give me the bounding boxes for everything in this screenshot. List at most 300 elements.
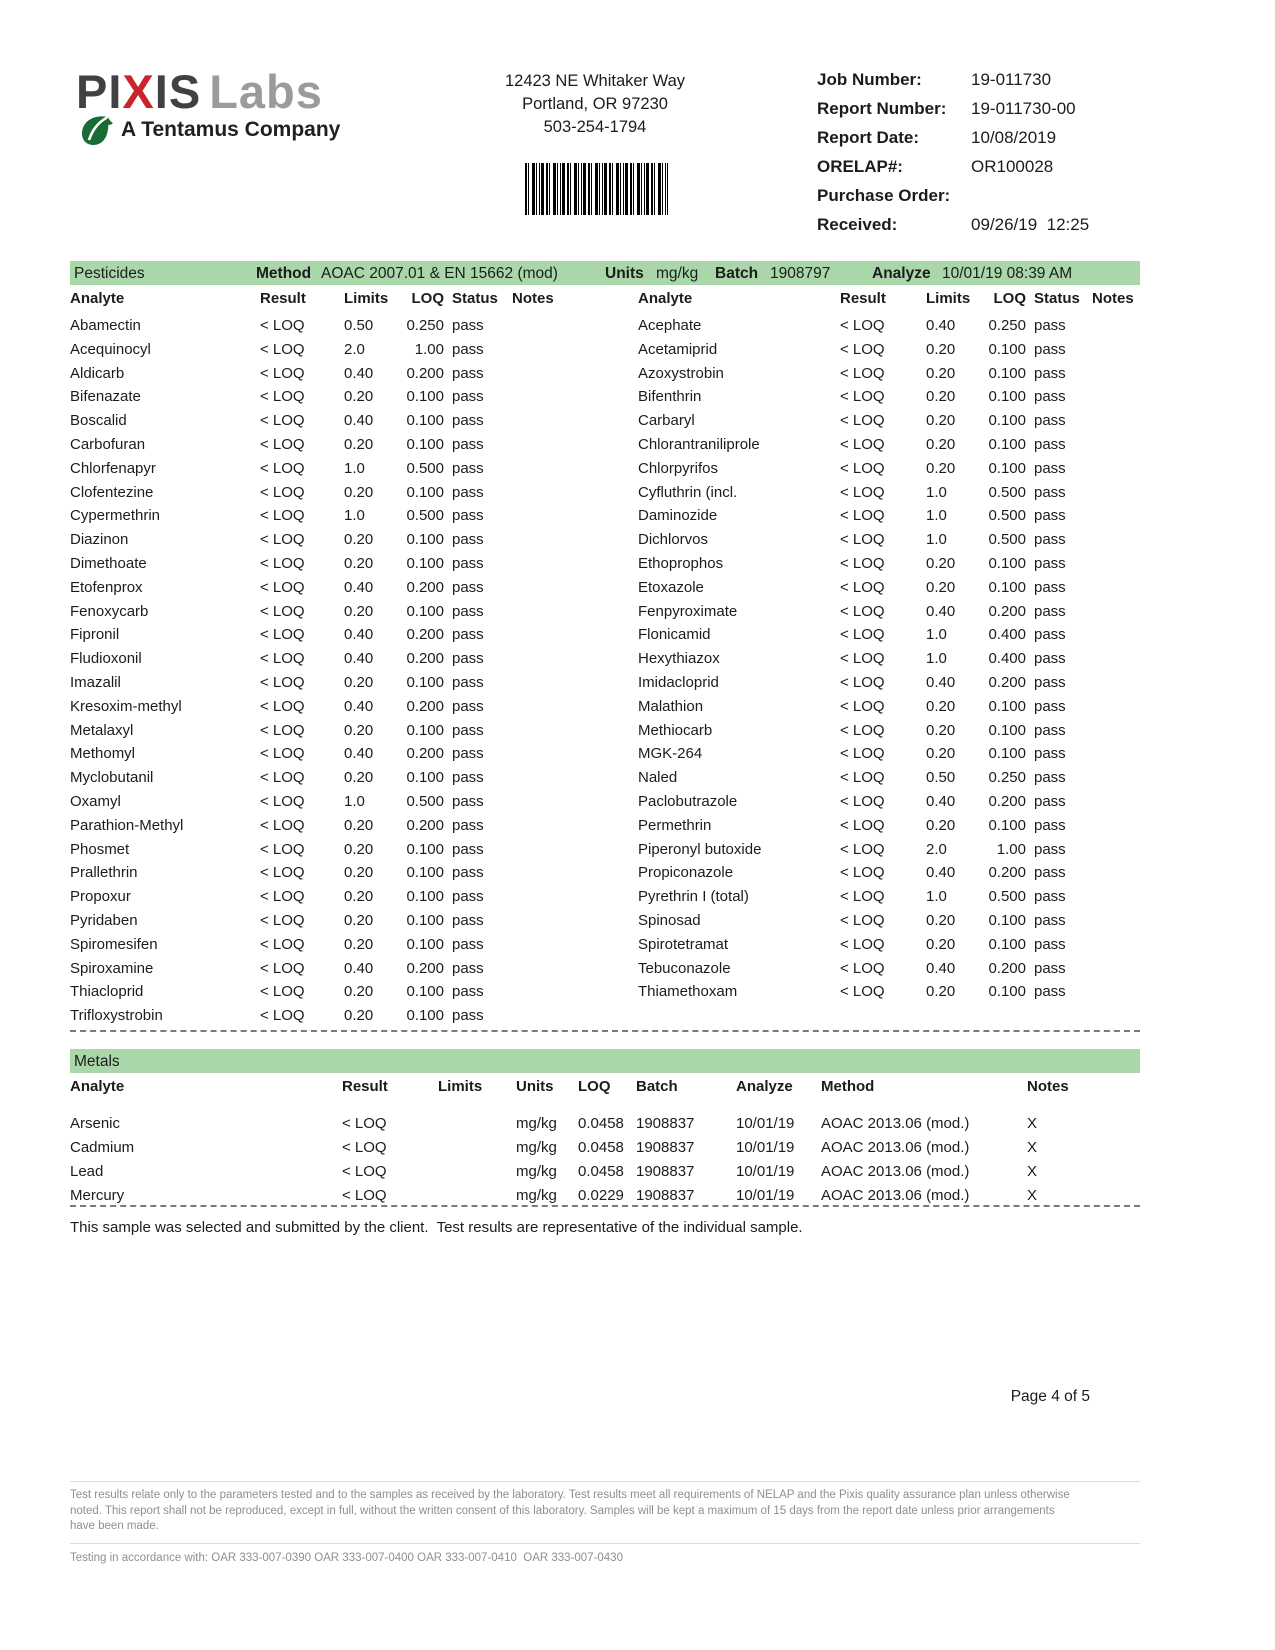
- limits-cell: 0.40: [344, 959, 374, 977]
- loq-cell: 0.400: [988, 650, 1026, 668]
- table-row: [70, 885, 608, 909]
- limits-cell: 1.0: [926, 626, 947, 644]
- loq-cell: 1.00: [996, 840, 1026, 858]
- loq-cell: 0.500: [406, 507, 444, 525]
- status-cell: pass: [1034, 412, 1066, 430]
- limits-cell: 0.20: [344, 935, 374, 953]
- table-row: [70, 814, 608, 838]
- result-cell: < LOQ: [260, 816, 305, 834]
- result-cell: < LOQ: [840, 792, 885, 810]
- notes-cell: [1086, 647, 1140, 671]
- analyte-cell: Thiamethoxam: [638, 983, 738, 1001]
- table-row: [70, 742, 608, 766]
- status-cell: pass: [1034, 578, 1066, 596]
- loq-cell: 1.00: [414, 340, 444, 358]
- status-cell: pass: [1034, 745, 1066, 763]
- table-row: [70, 647, 608, 671]
- table-row: [70, 504, 608, 528]
- notes-cell: [506, 314, 608, 338]
- limits-cell: 0.20: [926, 364, 956, 382]
- result-cell: < LOQ: [840, 769, 885, 787]
- loq-cell: 0.100: [406, 864, 444, 882]
- job-info-label: ORELAP#:: [817, 157, 903, 176]
- notes-cell: [506, 719, 608, 743]
- notes-cell: [1086, 504, 1140, 528]
- notes-cell: [506, 861, 608, 885]
- result-cell: < LOQ: [260, 935, 305, 953]
- result-cell: < LOQ: [840, 935, 885, 953]
- column-header-loq: LOQ: [411, 290, 444, 307]
- batch-cell: 1908837: [636, 1187, 695, 1204]
- notes-cell: [1086, 671, 1140, 695]
- status-cell: pass: [452, 745, 484, 763]
- footer-divider: [70, 1543, 1140, 1544]
- job-info-value: 19-011730-00: [971, 99, 1076, 118]
- table-row: [638, 980, 1140, 1004]
- limits-cell: 1.0: [344, 507, 365, 525]
- status-cell: pass: [452, 578, 484, 596]
- loq-cell: 0.500: [988, 531, 1026, 549]
- loq-cell: 0.500: [988, 888, 1026, 906]
- result-cell: < LOQ: [840, 435, 885, 453]
- loq-cell: 0.0458: [578, 1163, 624, 1180]
- limits-cell: 0.40: [926, 317, 956, 334]
- status-cell: pass: [452, 340, 484, 358]
- analyte-cell: Dichlorvos: [638, 531, 709, 549]
- section-divider: [70, 1030, 1140, 1032]
- analyte-cell: Permethrin: [638, 816, 712, 834]
- status-cell: pass: [452, 507, 484, 525]
- analyte-cell: Paclobutrazole: [638, 792, 738, 810]
- analyte-cell: Propoxur: [70, 888, 131, 906]
- loq-cell: 0.100: [988, 721, 1026, 739]
- limits-cell: 1.0: [344, 459, 365, 477]
- column-header-limits: Limits: [926, 290, 971, 307]
- analyte-cell: Fipronil: [70, 626, 120, 644]
- table-row: [70, 719, 608, 743]
- units-cell: mg/kg: [516, 1187, 557, 1204]
- analyte-cell: Methomyl: [70, 745, 136, 763]
- result-cell: < LOQ: [260, 864, 305, 882]
- loq-cell: 0.200: [406, 650, 444, 668]
- analyze-cell: 10/01/19: [736, 1139, 795, 1156]
- limits-cell: 0.20: [926, 911, 956, 929]
- loq-cell: 0.200: [406, 364, 444, 382]
- table-row: [70, 933, 608, 957]
- analyze-cell: 10/01/19: [736, 1187, 795, 1204]
- limits-cell: 0.50: [344, 317, 374, 334]
- loq-cell: 0.200: [406, 745, 444, 763]
- analyte-cell: Pyridaben: [70, 911, 138, 929]
- analyte-cell: Lead: [70, 1163, 104, 1180]
- notes-cell: [506, 671, 608, 695]
- loq-cell: 0.200: [988, 602, 1026, 620]
- status-cell: pass: [1034, 435, 1066, 453]
- status-cell: pass: [1034, 983, 1066, 1001]
- analyte-cell: Carbofuran: [70, 435, 146, 453]
- analyte-cell: Cyfluthrin (incl.: [638, 483, 738, 501]
- analyte-cell: Prallethrin: [70, 864, 138, 882]
- job-info-row: [817, 186, 1147, 215]
- table-row: [638, 861, 1140, 885]
- loq-cell: 0.100: [406, 673, 444, 691]
- status-cell: pass: [452, 650, 484, 668]
- result-cell: < LOQ: [260, 769, 305, 787]
- result-cell: < LOQ: [260, 626, 305, 644]
- analyte-cell: Imidacloprid: [638, 673, 719, 691]
- units-cell: mg/kg: [516, 1163, 557, 1180]
- result-cell: < LOQ: [840, 840, 885, 858]
- table-row: [70, 957, 608, 981]
- notes-cell: [1086, 433, 1140, 457]
- table-row: [70, 338, 608, 362]
- column-header-analyte: Analyte: [70, 290, 125, 307]
- metals-results: [70, 1078, 1140, 1208]
- method-cell: AOAC 2013.06 (mod.): [821, 1115, 970, 1132]
- analyte-cell: Trifloxystrobin: [70, 1007, 163, 1025]
- notes-cell: [1086, 457, 1140, 481]
- loq-cell: 0.100: [406, 435, 444, 453]
- column-header-status: Status: [452, 290, 498, 307]
- status-cell: pass: [452, 483, 484, 501]
- column-header-method: Method: [821, 1078, 875, 1095]
- notes-cell: [1086, 814, 1140, 838]
- column-header-notes: Notes: [1092, 290, 1134, 307]
- analyte-cell: Spiromesifen: [70, 935, 158, 953]
- result-cell: < LOQ: [840, 507, 885, 525]
- job-info-value: 09/26/19 12:25: [971, 215, 1090, 234]
- status-cell: pass: [452, 459, 484, 477]
- status-cell: pass: [452, 721, 484, 739]
- notes-cell: [506, 957, 608, 981]
- job-info-panel: [817, 70, 1147, 244]
- status-cell: pass: [452, 840, 484, 858]
- status-cell: pass: [1034, 673, 1066, 691]
- result-cell: < LOQ: [260, 531, 305, 549]
- loq-cell: 0.100: [988, 340, 1026, 358]
- result-cell: < LOQ: [840, 650, 885, 668]
- notes-cell: [506, 600, 608, 624]
- loq-cell: 0.100: [988, 911, 1026, 929]
- result-cell: < LOQ: [260, 697, 305, 715]
- analyte-cell: Imazalil: [70, 673, 121, 691]
- notes-cell: [506, 647, 608, 671]
- analyte-cell: Daminozide: [638, 507, 718, 525]
- analyte-cell: Dimethoate: [70, 554, 147, 572]
- notes-cell: [506, 385, 608, 409]
- analyte-cell: Kresoxim-methyl: [70, 697, 182, 715]
- loq-cell: 0.100: [988, 745, 1026, 763]
- job-info-row: [817, 70, 1147, 99]
- tentamus-leaf-icon: [80, 114, 114, 146]
- status-cell: pass: [1034, 459, 1066, 477]
- loq-cell: 0.200: [988, 792, 1026, 810]
- limits-cell: 1.0: [926, 531, 947, 549]
- status-cell: pass: [1034, 792, 1066, 810]
- result-cell: < LOQ: [260, 388, 305, 406]
- column-header-result: Result: [260, 290, 306, 307]
- table-row: [70, 481, 608, 505]
- table-row: [70, 1136, 1140, 1160]
- notes-cell: X: [1027, 1139, 1038, 1156]
- column-header-result: Result: [342, 1078, 388, 1095]
- batch-cell: 1908837: [636, 1139, 695, 1156]
- pesticides-section-bar: [70, 261, 1140, 285]
- result-cell: < LOQ: [260, 792, 305, 810]
- loq-cell: 0.200: [988, 864, 1026, 882]
- result-cell: < LOQ: [840, 554, 885, 572]
- status-cell: pass: [1034, 816, 1066, 834]
- pesticides-table-header: [638, 288, 1140, 312]
- result-cell: < LOQ: [260, 959, 305, 977]
- result-cell: < LOQ: [840, 721, 885, 739]
- limits-cell: 0.40: [926, 959, 956, 977]
- notes-cell: X: [1027, 1115, 1038, 1132]
- table-row: [638, 957, 1140, 981]
- loq-cell: 0.100: [988, 935, 1026, 953]
- loq-cell: 0.400: [988, 626, 1026, 644]
- analyte-cell: Oxamyl: [70, 792, 121, 810]
- notes-cell: [1086, 362, 1140, 386]
- table-row: [638, 528, 1140, 552]
- result-cell: < LOQ: [840, 483, 885, 501]
- loq-cell: 0.250: [988, 769, 1026, 787]
- result-cell: < LOQ: [840, 531, 885, 549]
- units-value: mg/kg: [656, 265, 699, 282]
- table-row: [638, 481, 1140, 505]
- limits-cell: 0.20: [344, 554, 374, 572]
- limits-cell: 0.20: [926, 388, 956, 406]
- job-info-row: [817, 157, 1147, 186]
- table-row: [638, 790, 1140, 814]
- result-cell: < LOQ: [260, 578, 305, 596]
- column-header-loq: LOQ: [993, 290, 1026, 307]
- status-cell: pass: [1034, 888, 1066, 906]
- analyte-cell: Acetamiprid: [638, 340, 718, 358]
- analyte-cell: Parathion-Methyl: [70, 816, 184, 834]
- notes-cell: [1086, 552, 1140, 576]
- metals-table-header: [70, 1078, 1140, 1098]
- loq-cell: 0.500: [988, 507, 1026, 525]
- status-cell: pass: [452, 435, 484, 453]
- table-row: [70, 980, 608, 1004]
- analyze-cell: 10/01/19: [736, 1115, 795, 1132]
- limits-cell: 0.20: [926, 340, 956, 358]
- analyte-cell: Azoxystrobin: [638, 364, 724, 382]
- result-cell: < LOQ: [840, 412, 885, 430]
- loq-cell: 0.100: [406, 554, 444, 572]
- limits-cell: 0.40: [344, 578, 374, 596]
- result-cell: < LOQ: [840, 745, 885, 763]
- limits-cell: 0.20: [926, 554, 956, 572]
- limits-cell: 0.20: [344, 888, 374, 906]
- table-row: [70, 1004, 608, 1028]
- table-row: [70, 528, 608, 552]
- status-cell: pass: [452, 769, 484, 787]
- limits-cell: 1.0: [926, 888, 947, 906]
- notes-cell: X: [1027, 1187, 1038, 1204]
- analyte-cell: Acephate: [638, 317, 702, 334]
- result-cell: < LOQ: [840, 697, 885, 715]
- notes-cell: [506, 457, 608, 481]
- loq-cell: 0.100: [406, 888, 444, 906]
- result-cell: < LOQ: [260, 745, 305, 763]
- job-info-value: OR100028: [971, 157, 1054, 176]
- notes-cell: X: [1027, 1163, 1038, 1180]
- limits-cell: 0.40: [926, 602, 956, 620]
- column-header-analyte: Analyte: [70, 1078, 125, 1095]
- status-cell: pass: [1034, 364, 1066, 382]
- notes-cell: [1086, 409, 1140, 433]
- analyte-cell: Arsenic: [70, 1115, 121, 1132]
- footer-divider: [70, 1481, 1140, 1482]
- job-info-row: [817, 128, 1147, 157]
- result-cell: < LOQ: [840, 388, 885, 406]
- status-cell: pass: [452, 554, 484, 572]
- table-row: [638, 909, 1140, 933]
- loq-cell: 0.0458: [578, 1115, 624, 1132]
- result-cell: < LOQ: [840, 816, 885, 834]
- analyte-cell: Etofenprox: [70, 578, 143, 596]
- status-cell: pass: [1034, 554, 1066, 572]
- status-cell: pass: [1034, 697, 1066, 715]
- job-info-label: Job Number:: [817, 70, 922, 89]
- limits-cell: 2.0: [344, 340, 365, 358]
- table-row: [638, 385, 1140, 409]
- method-cell: AOAC 2013.06 (mod.): [821, 1163, 970, 1180]
- notes-cell: [1086, 957, 1140, 981]
- brand-text-pi: PI: [76, 65, 123, 118]
- limits-cell: 0.40: [344, 745, 374, 763]
- table-row: [70, 838, 608, 862]
- limits-cell: 0.50: [926, 769, 956, 787]
- result-cell: < LOQ: [840, 459, 885, 477]
- analyte-cell: Mercury: [70, 1187, 125, 1204]
- limits-cell: 0.20: [344, 388, 374, 406]
- job-info-label: Received:: [817, 215, 898, 234]
- limits-cell: 0.20: [344, 531, 374, 549]
- result-cell: < LOQ: [260, 911, 305, 929]
- status-cell: pass: [452, 864, 484, 882]
- table-row: [638, 457, 1140, 481]
- method-cell: AOAC 2013.06 (mod.): [821, 1187, 970, 1204]
- notes-cell: [506, 362, 608, 386]
- loq-cell: 0.500: [406, 792, 444, 810]
- analyte-cell: Malathion: [638, 697, 704, 715]
- status-cell: pass: [452, 317, 484, 334]
- status-cell: pass: [1034, 650, 1066, 668]
- loq-cell: 0.100: [406, 531, 444, 549]
- table-row: [70, 600, 608, 624]
- limits-cell: 2.0: [926, 840, 947, 858]
- job-info-value: 10/08/2019: [971, 128, 1057, 147]
- footer-accordance: Testing in accordance with: OAR 333-007-0390 OAR 333-007-0400 OAR 333-007-0410 OAR 333-007-0430: [70, 1552, 623, 1564]
- loq-cell: 0.100: [988, 816, 1026, 834]
- result-cell: < LOQ: [840, 911, 885, 929]
- notes-cell: [1086, 623, 1140, 647]
- result-cell: < LOQ: [260, 983, 305, 1001]
- notes-cell: [1086, 933, 1140, 957]
- table-row: [70, 433, 608, 457]
- result-cell: < LOQ: [260, 317, 305, 334]
- loq-cell: 0.100: [988, 697, 1026, 715]
- result-cell: < LOQ: [260, 340, 305, 358]
- notes-cell: [506, 504, 608, 528]
- column-header-batch: Batch: [636, 1078, 678, 1095]
- result-cell: < LOQ: [840, 317, 885, 334]
- limits-cell: 0.40: [926, 673, 956, 691]
- status-cell: pass: [1034, 935, 1066, 953]
- notes-cell: [1086, 385, 1140, 409]
- loq-cell: 0.200: [406, 697, 444, 715]
- limits-cell: 0.20: [926, 578, 956, 596]
- analyte-cell: Acequinocyl: [70, 340, 151, 358]
- limits-cell: 0.20: [926, 745, 956, 763]
- result-cell: < LOQ: [260, 507, 305, 525]
- notes-cell: [1086, 790, 1140, 814]
- analyze-label: Analyze: [872, 265, 931, 282]
- limits-cell: 0.20: [926, 983, 956, 1001]
- status-cell: pass: [1034, 769, 1066, 787]
- analyte-cell: Spinosad: [638, 911, 701, 929]
- notes-cell: [1086, 528, 1140, 552]
- loq-cell: 0.200: [406, 578, 444, 596]
- limits-cell: 1.0: [926, 507, 947, 525]
- loq-cell: 0.0229: [578, 1187, 624, 1204]
- analyte-cell: Tebuconazole: [638, 959, 731, 977]
- loq-cell: 0.100: [406, 935, 444, 953]
- loq-cell: 0.100: [988, 388, 1026, 406]
- table-row: [638, 552, 1140, 576]
- job-info-row: [817, 99, 1147, 128]
- method-value: AOAC 2007.01 & EN 15662 (mod): [321, 265, 558, 282]
- notes-cell: [1086, 314, 1140, 338]
- metals-section-bar: [70, 1049, 1140, 1073]
- notes-cell: [1086, 600, 1140, 624]
- result-cell: < LOQ: [260, 602, 305, 620]
- table-row: [638, 623, 1140, 647]
- result-cell: < LOQ: [840, 673, 885, 691]
- loq-cell: 0.100: [988, 554, 1026, 572]
- notes-cell: [506, 790, 608, 814]
- notes-cell: [506, 742, 608, 766]
- limits-cell: 0.20: [926, 459, 956, 477]
- lab-address: [455, 70, 735, 139]
- notes-cell: [1086, 481, 1140, 505]
- loq-cell: 0.100: [406, 911, 444, 929]
- brand-tagline: A Tentamus Company: [121, 118, 341, 141]
- result-cell: < LOQ: [840, 578, 885, 596]
- status-cell: pass: [1034, 388, 1066, 406]
- limits-cell: 0.20: [344, 602, 374, 620]
- analyze-cell: 10/01/19: [736, 1163, 795, 1180]
- status-cell: pass: [1034, 602, 1066, 620]
- table-row: [70, 766, 608, 790]
- status-cell: pass: [1034, 507, 1066, 525]
- job-info-label: Report Number:: [817, 99, 947, 118]
- limits-cell: 0.20: [344, 721, 374, 739]
- limits-cell: 0.40: [926, 864, 956, 882]
- table-row: [70, 671, 608, 695]
- pesticides-table-right: [638, 288, 1140, 1028]
- batch-label: Batch: [715, 265, 759, 282]
- table-row: [70, 695, 608, 719]
- page-number: Page 4 of 5: [1010, 1388, 1090, 1405]
- analyze-value: 10/01/19 08:39 AM: [942, 265, 1073, 282]
- table-row: [70, 1112, 1140, 1136]
- table-row: [638, 600, 1140, 624]
- table-row: [638, 814, 1140, 838]
